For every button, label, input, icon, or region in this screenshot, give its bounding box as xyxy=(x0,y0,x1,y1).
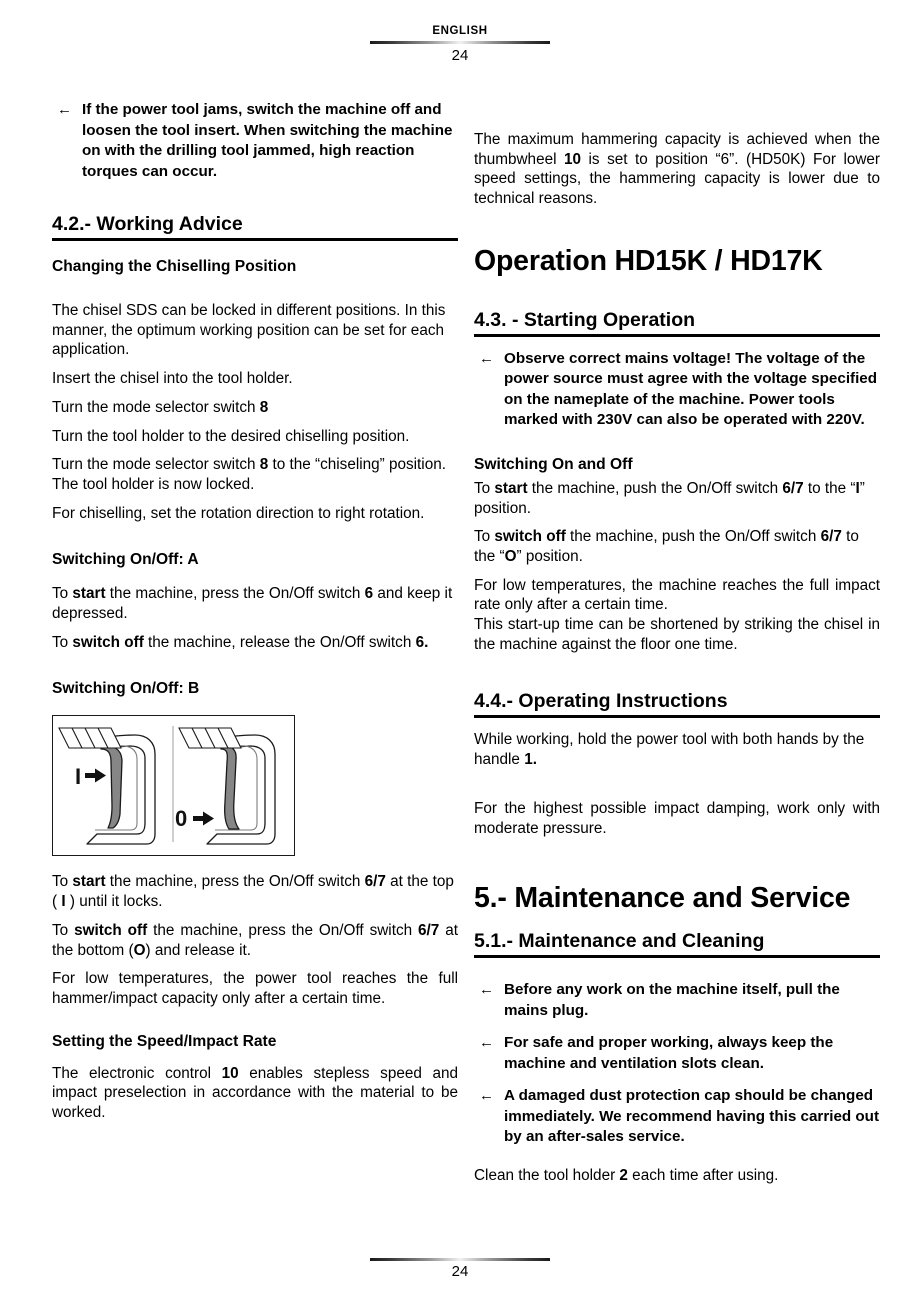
para-stop-b-3: the machine, press the On/Off switch xyxy=(147,921,419,939)
warning-dust-protection-cap xyxy=(474,1086,880,1148)
figure-label-off: 0 xyxy=(175,806,188,832)
spacer xyxy=(52,241,458,257)
warning-ventilation-slots-text: For safe and proper working, always keep the machine and ventilation slots clean. xyxy=(504,1034,834,1072)
figure-arrow-off-icon xyxy=(193,812,214,826)
ref-number-1: 1. xyxy=(524,751,537,769)
ref-number-8: 8 xyxy=(259,398,269,416)
warning-mains-voltage xyxy=(474,349,880,431)
spacer xyxy=(52,856,458,872)
para-turn-tool-holder: Turn the tool holder to the desired chiselling position. xyxy=(52,427,410,445)
para-insert-chisel: Insert the chisel into the tool holder. xyxy=(52,370,293,388)
page-footer xyxy=(0,1255,920,1281)
ref-number-6: 6 xyxy=(364,585,374,603)
spacer xyxy=(52,194,458,208)
para-start-b-1: To xyxy=(52,873,73,891)
emph-switch-off-b: switch off xyxy=(74,921,148,939)
para-chisel-sds: The chisel SDS can be locked in different positions. In this manner, the optimum working position can be set for each application. xyxy=(52,302,446,359)
warning-ventilation-slots xyxy=(474,1033,880,1074)
para-stop-r-7: ” position. xyxy=(516,547,583,565)
para-stop-r-5: to the “ xyxy=(474,528,859,565)
ref-number-8b: 8 xyxy=(259,456,269,474)
para-stop-a-3: the machine, release the On/Off switch xyxy=(143,633,416,651)
spacer xyxy=(474,278,880,304)
subheading-setting-speed-impact: Setting the Speed/Impact Rate xyxy=(52,1032,277,1050)
switch-position-i-r: I xyxy=(855,479,860,497)
emph-switch-off-r: switch off xyxy=(494,528,566,546)
spacer xyxy=(474,218,880,244)
para-low-temperatures-left: For low temperatures, the power tool reaches the full hammer/impact capacity only after a certain time. xyxy=(52,970,458,1007)
heading-4-3-text: 4.3. - Starting Operation xyxy=(474,308,696,331)
heading-operation-models: Operation HD15K / HD17K xyxy=(474,244,823,277)
ref-number-6-7-r2: 6/7 xyxy=(820,528,842,546)
header-divider-rule xyxy=(370,41,550,44)
spacer xyxy=(52,532,458,550)
warning-mains-voltage-text: Observe correct mains voltage! The voltage of the power source must agree with the voltage specified on the nameplate of the machine. Power tools marked with 230V can also be operated with 220V. xyxy=(504,349,878,429)
spacer xyxy=(474,847,880,881)
para-turn-mode-selector-2-text-a: Turn the mode selector switch xyxy=(52,456,260,474)
subheading-switching-on-off-a: Switching On/Off: A xyxy=(52,551,199,569)
para-turn-mode-selector-1 xyxy=(52,398,458,418)
subheading-switching-on-off-b: Switching On/Off: B xyxy=(52,680,200,698)
heading-4-4-text: 4.4.- Operating Instructions xyxy=(474,690,728,713)
para-clean-tool-holder xyxy=(474,1166,880,1186)
para-start-a-5: and keep it depressed. xyxy=(52,585,453,623)
spacer xyxy=(52,570,458,584)
left-arrow-icon: ← xyxy=(57,101,72,118)
para-electronic-control xyxy=(52,1064,458,1123)
warning-mains-plug xyxy=(474,980,880,1021)
para-start-a-3: the machine, press the On/Off switch xyxy=(105,585,365,603)
para-start-r-1: To xyxy=(474,479,495,497)
heading-5-1-text: 5.1.- Maintenance and Cleaning xyxy=(474,930,765,953)
heading-4-2 xyxy=(52,212,458,241)
warning-mains-plug-text: Before any work on the machine itself, pull the mains plug. xyxy=(504,981,840,1019)
footer-divider-rule xyxy=(370,1258,550,1261)
para-start-machine-a xyxy=(52,584,458,623)
spacer xyxy=(474,718,880,730)
figure-switch-positions-graphic xyxy=(53,716,293,854)
para-start-b-3: the machine, press the On/Off switch xyxy=(105,873,365,891)
subheading-switching-on-and-off: Switching On and Off xyxy=(474,455,633,473)
switch-position-o: O xyxy=(133,941,146,959)
para-start-machine-b xyxy=(52,872,458,911)
spacer xyxy=(474,100,880,130)
ref-number-10: 10 xyxy=(221,1064,239,1082)
page-header xyxy=(0,24,920,65)
para-stop-r-3: the machine, push the On/Off switch xyxy=(565,528,821,546)
subheading-changing-chiselling: Changing the Chiselling Position xyxy=(52,258,297,275)
spacer xyxy=(474,663,880,685)
warning-dust-protection-cap-text: A damaged dust protection cap should be changed immediately. We recommend having this carried out by an after-sales service. xyxy=(504,1087,880,1146)
para-turn-mode-selector-2 xyxy=(52,455,458,494)
para-stop-r-1: To xyxy=(474,528,495,546)
ref-number-10-right: 10 xyxy=(564,150,582,168)
switch-position-i: I xyxy=(61,893,66,911)
footer-page-number: 24 xyxy=(451,1263,469,1280)
heading-5-1 xyxy=(474,929,880,958)
left-arrow-icon: ← xyxy=(479,349,494,367)
figure-arrow-on-icon xyxy=(85,769,106,783)
spacer xyxy=(52,661,458,679)
left-arrow-icon: ← xyxy=(479,1034,494,1052)
warning-tool-jams-text: If the power tool jams, switch the machine off and loosen the tool insert. When switching the machine on with the drilling tool jammed, high reaction torques can occur. xyxy=(82,101,453,180)
para-stop-a-1: To xyxy=(52,633,73,651)
para-stop-b-5: at the bottom ( xyxy=(52,921,459,959)
para-for-chiselling: For chiselling, set the rotation direction to right rotation. xyxy=(52,504,425,522)
para-start-b-7: ) until it locks. xyxy=(65,893,163,911)
warning-tool-jams xyxy=(52,100,458,182)
para-clean-1: Clean the tool holder xyxy=(474,1166,620,1184)
para-switch-off-machine-b xyxy=(52,921,458,960)
para-low-temperatures-right: For low temperatures, the machine reaches the full impact rate only after a certain time. xyxy=(474,576,880,614)
emph-start: start xyxy=(72,585,106,603)
para-start-machine-right xyxy=(474,479,880,518)
para-while-working-1: While working, hold the power tool with both hands by the handle xyxy=(474,731,865,769)
ref-number-6-7-r: 6/7 xyxy=(782,479,804,497)
spacer xyxy=(52,1018,458,1032)
para-max-hammering-3: is set to position “6”. (HD50K) For lower speed settings, the hammering capacity is lower due to technical reasons. xyxy=(474,150,880,208)
para-switch-off-machine-a xyxy=(52,633,458,653)
spacer xyxy=(474,915,880,925)
heading-4-2-text: 4.2.- Working Advice xyxy=(52,213,243,235)
para-start-r-3: the machine, push the On/Off switch xyxy=(527,479,783,497)
spacer xyxy=(52,699,458,715)
para-electronic-1: The electronic control xyxy=(52,1064,222,1082)
figure-panel-off xyxy=(175,728,275,844)
heading-5-maintenance: 5.- Maintenance and Service xyxy=(474,882,851,915)
figure-switch-positions xyxy=(52,715,295,856)
right-column xyxy=(474,100,880,1194)
para-max-hammering-capacity xyxy=(474,130,880,209)
emph-start-b: start xyxy=(72,873,106,891)
para-impact-damping: For the highest possible impact damping, work only with moderate pressure. xyxy=(474,799,880,837)
para-while-working xyxy=(474,730,880,769)
spacer xyxy=(474,337,880,349)
figure-panel-on xyxy=(59,728,155,844)
left-arrow-icon: ← xyxy=(479,1087,494,1105)
spacer xyxy=(52,277,458,301)
spacer xyxy=(474,779,880,799)
spacer xyxy=(52,1052,458,1064)
figure-label-on: I xyxy=(75,764,82,790)
header-language-label: ENGLISH xyxy=(432,25,488,37)
para-start-b-5: at the top ( xyxy=(52,873,454,911)
header-page-number: 24 xyxy=(451,47,469,64)
ref-number-2: 2 xyxy=(619,1166,628,1184)
para-electronic-3: enables stepless speed and impact preselection in accordance with the material to be worked. xyxy=(52,1064,458,1122)
para-stop-b-7: ) and release it. xyxy=(145,941,251,959)
switch-position-o-r: O xyxy=(504,547,517,565)
ref-number-6-7: 6/7 xyxy=(364,873,386,891)
para-clean-3: each time after using. xyxy=(627,1166,779,1184)
heading-4-4 xyxy=(474,689,880,718)
emph-switch-off: switch off xyxy=(72,633,144,651)
para-startup-time: This start-up time can be shortened by striking the chisel in the machine against the floor one time. xyxy=(474,616,880,653)
emph-start-r: start xyxy=(494,479,528,497)
para-stop-b-1: To xyxy=(52,921,75,939)
para-max-hammering-1: The maximum hammering capacity is achieved when the thumbwheel xyxy=(474,131,880,168)
spacer xyxy=(474,443,880,455)
para-start-r-7: ” position. xyxy=(474,479,865,517)
para-switch-off-machine-right xyxy=(474,527,880,566)
ref-number-6-7b: 6/7 xyxy=(418,921,440,939)
left-arrow-icon: ← xyxy=(479,981,494,999)
para-turn-mode-selector-1-text: Turn the mode selector switch xyxy=(52,398,260,416)
para-start-a-1: To xyxy=(52,585,73,603)
left-column xyxy=(52,100,458,1132)
heading-4-3 xyxy=(474,308,880,337)
para-start-r-5: to the “ xyxy=(803,479,856,497)
ref-number-6b: 6. xyxy=(415,633,429,651)
spacer xyxy=(474,958,880,980)
para-turn-mode-selector-2-text-b: to the “chiseling” position. The tool holder is now locked. xyxy=(52,456,446,493)
